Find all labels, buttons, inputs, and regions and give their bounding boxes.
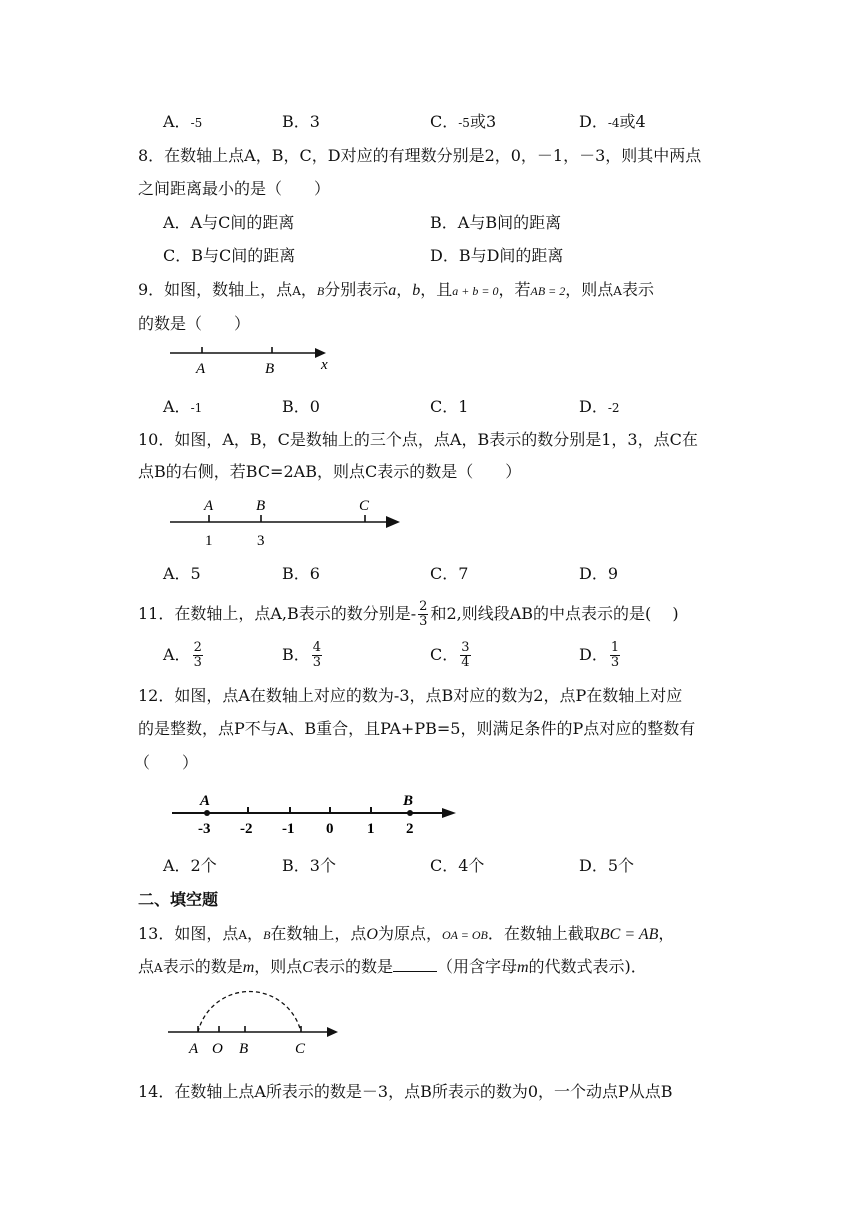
q12-stem-line2: 的是整数，点P不与A、B重合，且PA+PB=5，则满足条件的P点对应的整数有	[138, 719, 696, 738]
q7-option-c: C．-5或3	[430, 112, 497, 131]
q9-stem-line1: 9．如图，数轴上，点A，B分别表示a，b，且a + b = 0，若AB = 2，则点A表示	[138, 280, 654, 299]
section-heading-fill-in-blank: 二、填空题	[138, 890, 219, 909]
q12-number-1: 1	[367, 821, 375, 837]
q9-stem-line2: 的数是（ ）	[138, 314, 251, 333]
q13-stem-line1: 13．如图，点A，B在数轴上，点O为原点，OA = OB．在数轴上截取BC = AB，	[138, 924, 675, 943]
q9-option-c: C．1	[430, 397, 469, 416]
q14-stem-line1: 14．在数轴上点A所表示的数是－3，点B所表示的数为0，一个动点P从点B	[138, 1082, 673, 1101]
q12-number-neg3: -3	[198, 821, 211, 837]
q12-stem-line3: （ ）	[134, 753, 199, 772]
q9-option-d: D．-2	[579, 397, 620, 416]
q11-option-b: B． $\frac{4}{3}$	[282, 640, 322, 670]
q12-point-b	[407, 810, 413, 816]
q9-number-line-figure	[168, 340, 338, 380]
q12-point-a	[204, 810, 210, 816]
q8-stem-line2: 之间距离最小的是（ ）	[138, 179, 331, 198]
q12-number-neg1: -1	[282, 821, 295, 837]
q10-number-line-figure	[170, 494, 405, 550]
q12-number-2: 2	[406, 821, 414, 837]
q12-label-a: A	[200, 793, 211, 809]
q9-option-b: B．0	[282, 397, 320, 416]
q13-label-a: A	[189, 1041, 199, 1057]
q9-label-b: B	[265, 361, 275, 377]
q12-number-neg2: -2	[240, 821, 253, 837]
q13-label-o: O	[212, 1041, 223, 1057]
q13-dashed-arc	[198, 992, 301, 1032]
q13-axis-arrow	[327, 1027, 338, 1037]
q10-option-c: C．7	[430, 564, 469, 583]
q11-fraction: $\frac{2}{3}$	[419, 599, 428, 629]
q12-option-b: B．3个	[282, 856, 336, 875]
q10-option-a: A．5	[163, 564, 201, 583]
q10-label-c: C	[359, 498, 370, 514]
q12-option-a: A．2个	[163, 856, 217, 875]
q12-option-c: C．4个	[430, 856, 485, 875]
q13-label-c: C	[295, 1041, 306, 1057]
q8-option-b: B．A与B间的距离	[430, 213, 562, 232]
q10-number-1: 1	[205, 533, 213, 549]
q9-option-a: A．-1	[163, 397, 203, 416]
q12-label-b: B	[403, 793, 414, 809]
q11-option-a: A． $\frac{2}{3}$	[163, 640, 202, 670]
q11-option-d: D． $\frac{1}{3}$	[579, 640, 620, 670]
q10-axis-arrow	[386, 516, 400, 528]
q7-option-b: B．3	[282, 112, 320, 131]
q8-option-d: D．B与D间的距离	[430, 246, 564, 265]
q10-stem-line2: 点B的右侧，若BC=2AB，则点C表示的数是（ ）	[138, 462, 522, 481]
q11-stem: 11．在数轴上，点A,B表示的数分别是- $\frac{2}{3}$ 和2,则线段AB的中点表示的是( )	[138, 599, 679, 629]
q8-option-c: C．B与C间的距离	[163, 246, 296, 265]
q13-number-line-figure	[168, 988, 348, 1064]
q12-number-line-figure	[170, 790, 460, 838]
q13-label-b: B	[239, 1041, 249, 1057]
q12-option-d: D．5个	[579, 856, 635, 875]
q10-number-3: 3	[257, 533, 265, 549]
q8-option-a: A．A与C间的距离	[163, 213, 295, 232]
q10-option-b: B．6	[282, 564, 320, 583]
q7-option-d: D．-4或4	[579, 112, 646, 131]
q10-label-a: A	[204, 498, 214, 514]
q7-option-a: A．-5	[163, 112, 203, 131]
q12-axis-arrow	[442, 808, 456, 818]
q11-option-c: C． $\frac{3}{4}$	[430, 640, 470, 670]
q10-option-d: D．9	[579, 564, 619, 583]
q13-stem-line2: 点A表示的数是m，则点C表示的数是 （用含字母m的代数式表示)．	[138, 957, 647, 976]
q9-label-x: x	[321, 357, 328, 373]
q12-number-0: 0	[326, 821, 334, 837]
q13-answer-blank[interactable]	[393, 957, 437, 972]
q8-stem-line1: 8．在数轴上点A，B，C，D对应的有理数分别是2，0，－1，－3，则其中两点	[138, 146, 702, 165]
q10-stem-line1: 10．如图，A，B，C是数轴上的三个点，点A，B表示的数分别是1，3，点C在	[138, 430, 698, 449]
q10-label-b: B	[256, 498, 266, 514]
q12-stem-line1: 12．如图，点A在数轴上对应的数为-3，点B对应的数为2，点P在数轴上对应	[138, 686, 683, 705]
q9-label-a: A	[196, 361, 206, 377]
